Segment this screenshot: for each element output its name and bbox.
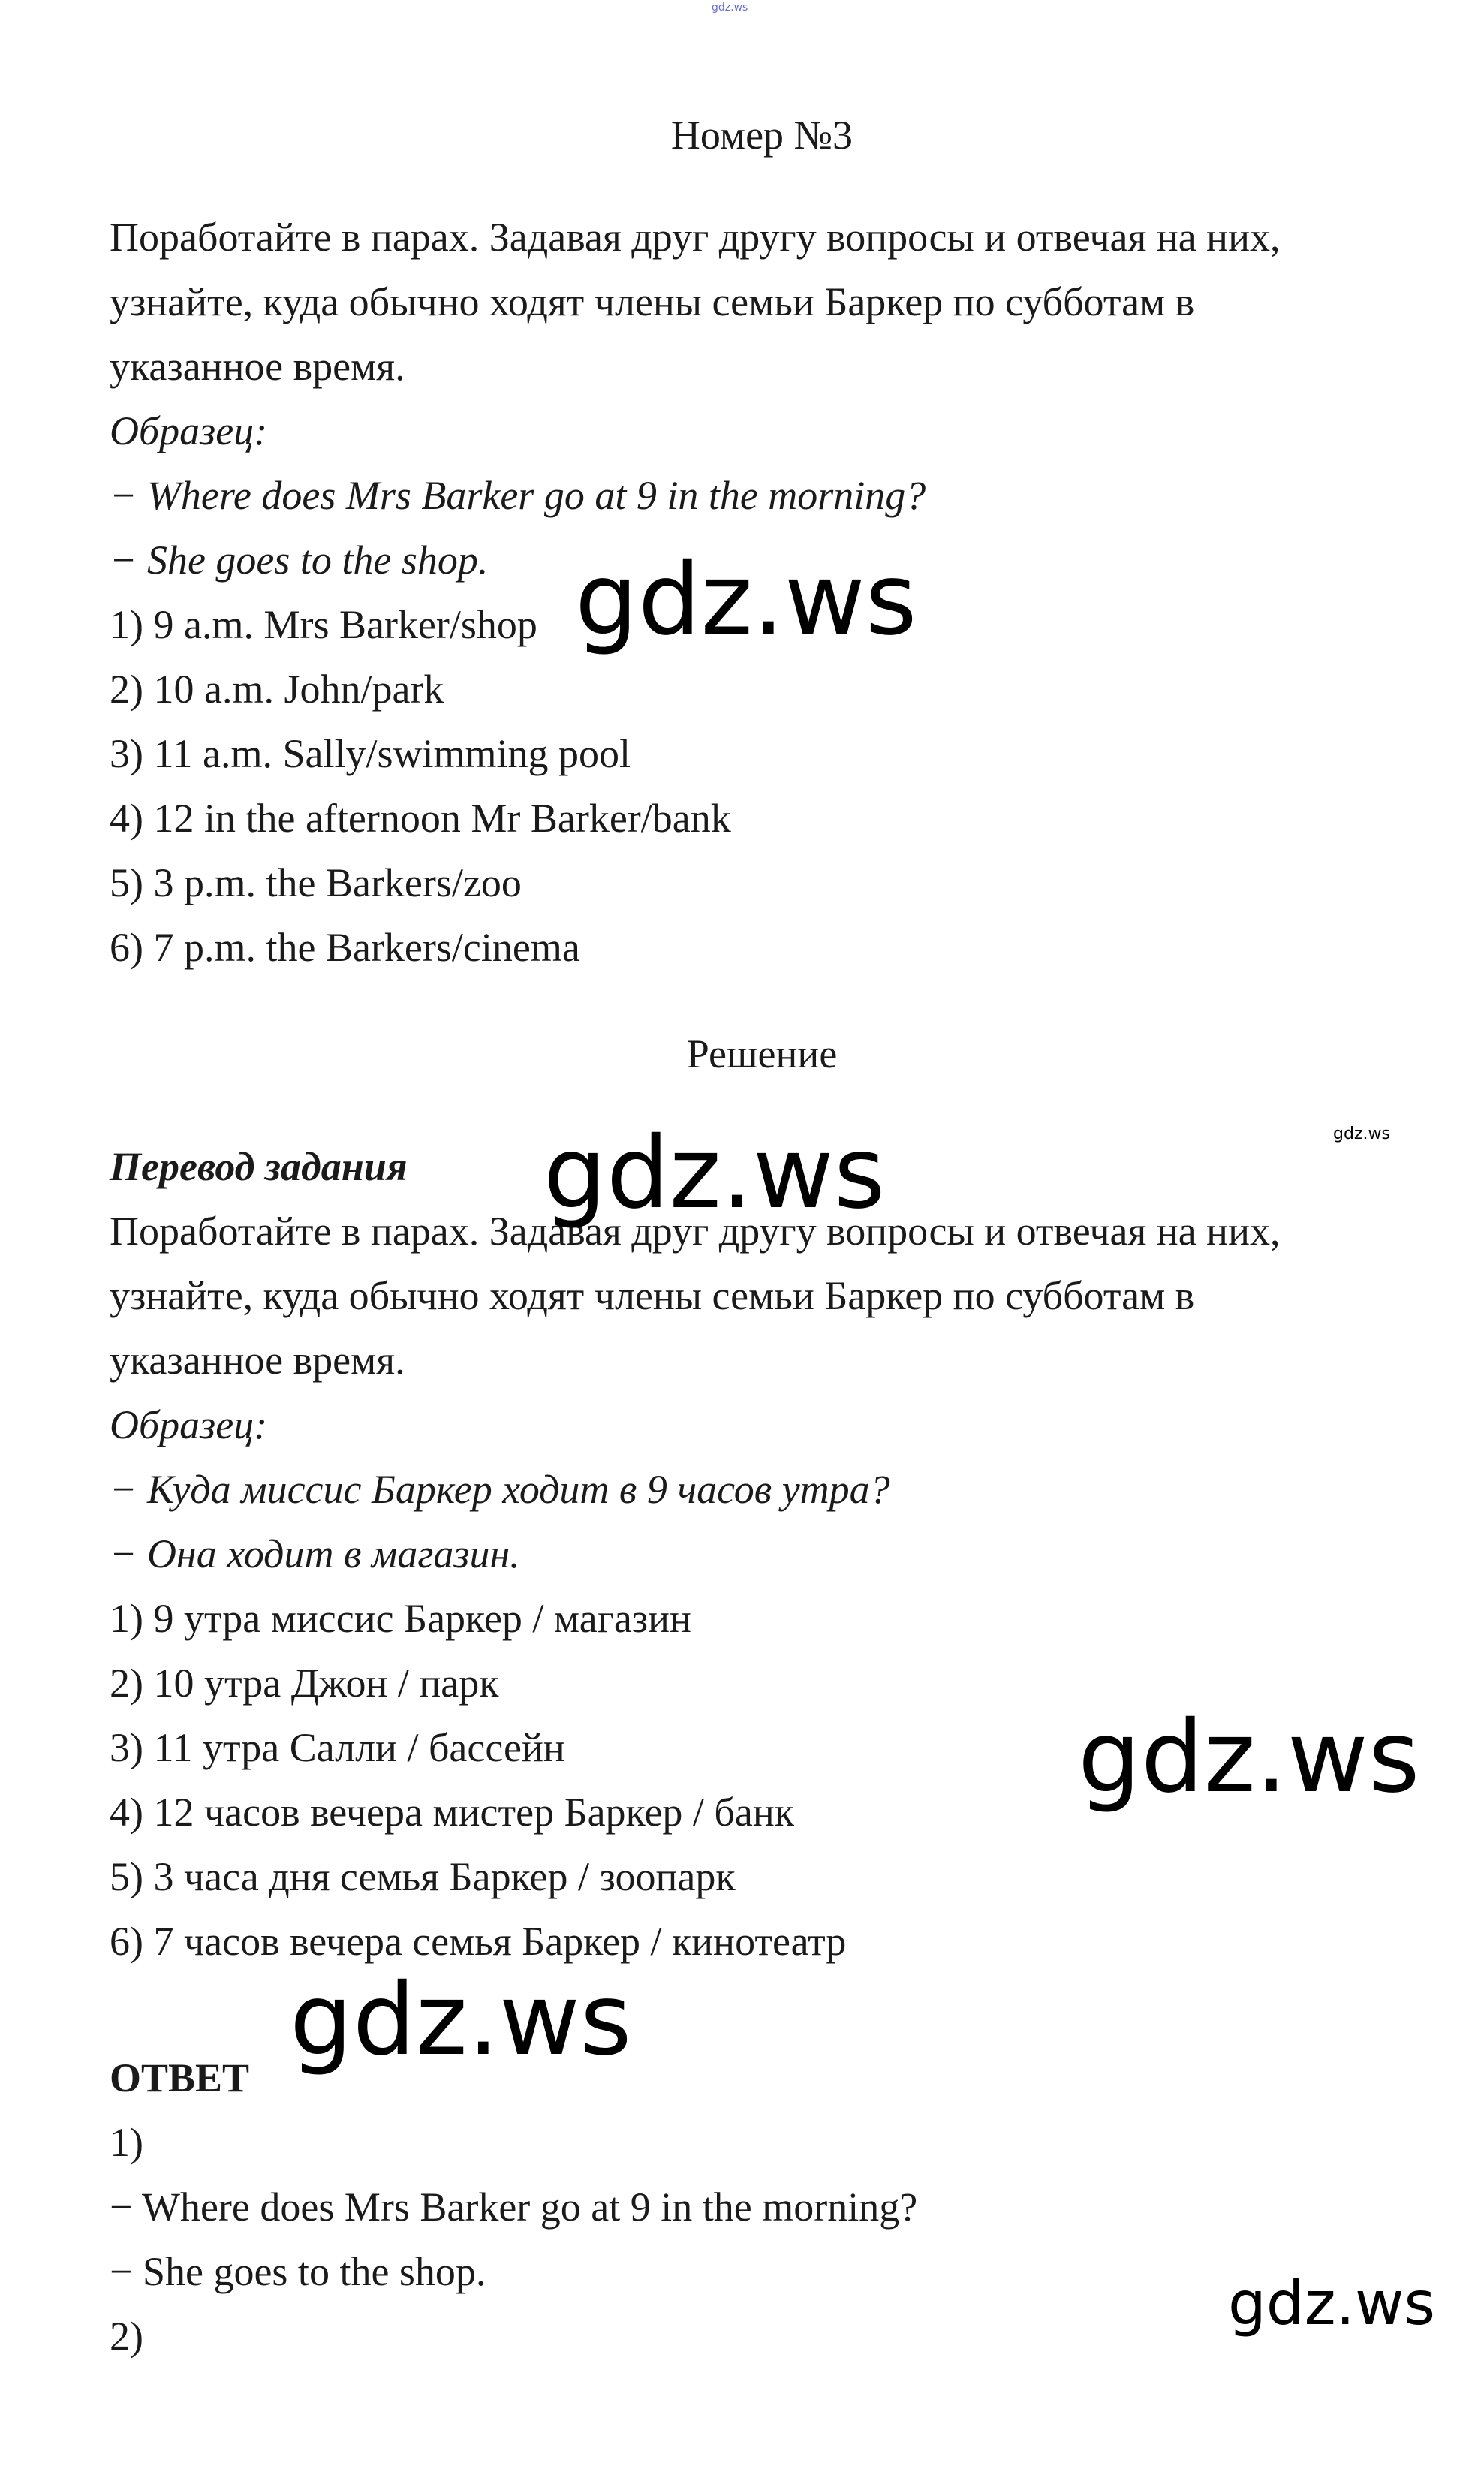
solution-instruction-line-2: узнайте, куда обычно ходят члены семьи Баркер по субботам в	[110, 1273, 1195, 1318]
answer-item-1-number: 1)	[110, 2120, 143, 2165]
solution-item-3: 3) 11 утра Салли / бассейн	[110, 1725, 565, 1770]
task-sample-label: Образец:	[110, 408, 268, 453]
solution-instruction-line-3: указанное время.	[110, 1338, 405, 1383]
answer-item-2-number: 2)	[110, 2314, 143, 2359]
solution-sample-label: Образец:	[110, 1402, 268, 1447]
watermark-4: gdz.ws	[290, 1962, 632, 2078]
solution-item-6: 6) 7 часов вечера семья Баркер / кинотеатр	[110, 1919, 847, 1964]
task-instruction-line-3: указанное время.	[110, 344, 405, 389]
task-instruction-line-2: узнайте, куда обычно ходят члены семьи Баркер по субботам в	[110, 279, 1195, 324]
task-item-3: 3) 11 a.m. Sally/swimming pool	[110, 731, 631, 776]
answer-item-1-question: − Where does Mrs Barker go at 9 in the morning?	[110, 2184, 918, 2230]
task-item-2: 2) 10 a.m. John/park	[110, 667, 444, 712]
task-instruction-line-1: Поработайте в парах. Задавая друг другу вопросы и отвечая на них,	[110, 215, 1281, 260]
solution-item-4: 4) 12 часов вечера мистер Баркер / банк	[110, 1790, 794, 1835]
task-item-5: 5) 3 p.m. the Barkers/zoo	[110, 860, 522, 905]
task-item-4: 4) 12 in the afternoon Mr Barker/bank	[110, 796, 731, 841]
watermark-small: gdz.ws	[1333, 1125, 1390, 1143]
solution-item-5: 5) 3 часа дня семья Баркер / зоопарк	[110, 1854, 736, 1899]
watermark-1: gdz.ws	[575, 542, 917, 658]
task-sample-answer: − She goes to the shop.	[110, 537, 489, 583]
watermark-2: gdz.ws	[543, 1116, 886, 1231]
watermark-5: gdz.ws	[1228, 2269, 1436, 2338]
solution-sample-answer: − Она ходит в магазин.	[110, 1531, 520, 1576]
task-item-1: 1) 9 a.m. Mrs Barker/shop	[110, 602, 537, 647]
solution-instruction-line-1: Поработайте в парах. Задавая друг другу вопросы и отвечая на них,	[110, 1209, 1281, 1254]
solution-item-2: 2) 10 утра Джон / парк	[110, 1661, 499, 1706]
solution-heading: Решение	[686, 1031, 838, 1076]
solution-item-1: 1) 9 утра миссис Баркер / магазин	[110, 1596, 691, 1641]
task-sample-question: − Where does Mrs Barker go at 9 in the morning?	[110, 473, 926, 518]
answer-item-1-answer: − She goes to the shop.	[110, 2249, 486, 2294]
watermark-3: gdz.ws	[1078, 1700, 1420, 1815]
task-item-6: 6) 7 p.m. the Barkers/cinema	[110, 925, 580, 970]
solution-sample-question: − Куда миссис Баркер ходит в 9 часов утра?	[110, 1467, 890, 1512]
answer-heading: ОТВЕТ	[110, 2055, 250, 2100]
watermark-top: gdz.ws	[712, 2, 748, 14]
task-title: Номер №3	[670, 113, 853, 158]
translation-heading: Перевод задания	[110, 1144, 408, 1189]
